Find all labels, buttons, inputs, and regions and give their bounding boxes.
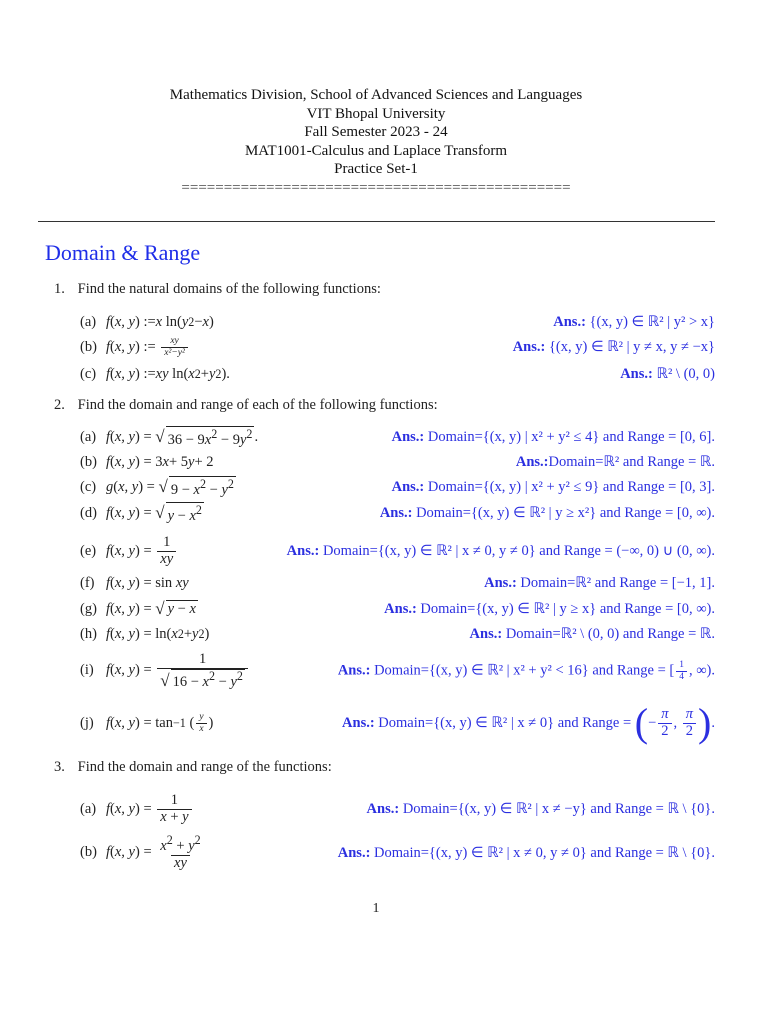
question-text: Find the natural domains of the following functions: [77, 281, 381, 297]
function-expression: (a) f ( x, y ) = √ $36 - 9x^2 - 9y^2$ . [80, 426, 259, 448]
document-header [0, 86, 752, 197]
answer: Ans.: Domain={(x, y) ∈ ℝ² | y ≥ x} and Range = [0, ∞). [384, 600, 715, 617]
item-label: (c) [80, 365, 97, 382]
item-label: (i) [80, 662, 94, 679]
list-item [80, 502, 715, 524]
answer: Ans.: Domain={(x, y) | x² + y² ≤ 9} and Range = [0, 3]. [391, 478, 715, 495]
function-expression: (f) f ( x, y ) = sin xy [80, 574, 189, 591]
item-label: (b) [80, 338, 97, 355]
function-expression: (c) g ( x, y ) = √ $9 - x^2 - y^2$ [80, 476, 234, 498]
item-label: (h) [80, 625, 97, 642]
answer: Ans.: Domain={(x, y) ∈ ℝ² | y ≥ x²} and Range = [0, ∞). [379, 504, 715, 521]
page-number: 1 [372, 901, 380, 916]
function-expression: (e) f ( x, y ) = $\frac{1}{xy}$ [80, 535, 178, 568]
list-item [80, 789, 715, 829]
item-label: (f) [80, 574, 95, 591]
answer: Ans.: Domain={(x, y) ∈ ℝ² | x² + y² < 16} and Range = [ $\frac{1}{4}$ , ∞). [337, 660, 715, 682]
function-expression: (g) f ( x, y ) = √ y − x [80, 599, 196, 618]
list-item [80, 364, 715, 384]
answer: Ans.: Domain={(x, y) | x² + y² ≤ 4} and Range = [0, 6]. [391, 428, 715, 445]
item-label: (a) [80, 800, 97, 817]
function-expression: (b) f ( x, y ) = 3 x + 5 y + 2 [80, 453, 214, 470]
answer: Ans.: Domain={(x, y) ∈ ℝ² | x ≠ −y} and Range = ℝ \ {0}. [366, 800, 715, 817]
list-item [80, 598, 715, 620]
answer: Ans.: Domain={(x, y) ∈ ℝ² | x ≠ 0} and Range = ( − $\frac{\pi}{2}$ , $\frac{\pi}{2}$ ) . [342, 700, 715, 745]
function-expression: (b) f ( x, y ) = $\frac{x^2 + y^2}{xy}$ [80, 833, 201, 871]
horizontal-rule [38, 221, 715, 222]
list-item [80, 650, 715, 692]
item-label: (a) [80, 313, 97, 330]
item-label: (e) [80, 542, 97, 559]
function-expression: (a) f ( x, y ) = $\frac{1}{x + y}$ [80, 793, 194, 826]
function-expression: (a) f ( x, y ) := x ln( y 2 − x ) [80, 313, 214, 330]
list-item [80, 476, 715, 498]
question-2 [54, 397, 438, 414]
item-label: (c) [80, 478, 97, 495]
header-semester: Fall Semester 2023 - 24 [304, 124, 448, 140]
question-1 [54, 281, 381, 298]
header-division: Mathematics Division, School of Advanced Sciences and Languages [169, 87, 583, 103]
answer: Ans.: {(x, y) ∈ ℝ² | y ≠ x, y ≠ −x} [512, 338, 715, 355]
function-expression: (h) f ( x, y ) = ln( x 2 + y 2 ) [80, 625, 210, 642]
list-item [80, 624, 715, 644]
question-text: Find the domain and range of each of the following functions: [77, 397, 438, 413]
function-expression: (d) f ( x, y ) = √ $y - x^2$ [80, 502, 202, 524]
header-university: VIT Bhopal University [306, 105, 446, 122]
answer: Ans.:Domain=ℝ² and Range = ℝ. [515, 453, 715, 470]
question-number: 1. [54, 281, 65, 297]
answer: Ans.: Domain={(x, y) ∈ ℝ² | x ≠ 0, y ≠ 0} and Range = ℝ \ {0}. [337, 844, 715, 861]
item-label: (b) [80, 453, 97, 470]
list-item [80, 336, 715, 358]
answer: Ans.: Domain=ℝ² \ (0, 0) and Range = ℝ. [469, 625, 715, 642]
function-expression: (i) f ( x, y ) = $\frac{1}{√ 16 - x^2 - y^2}$ [80, 652, 250, 691]
answer: Ans.: Domain=ℝ² and Range = [−1, 1]. [484, 574, 715, 591]
question-number: 2. [54, 397, 65, 413]
section-title: Domain & Range [45, 240, 201, 265]
answer: Ans.: {(x, y) ∈ ℝ² | y² > x} [553, 313, 715, 330]
list-item [80, 426, 715, 448]
header-separator: ============================================== [181, 179, 571, 196]
item-label: (g) [80, 600, 97, 617]
list-item [80, 698, 715, 748]
list-item [80, 452, 715, 472]
header-practice-set: Practice Set-1 [334, 161, 418, 177]
question-3 [54, 759, 332, 776]
question-number: 3. [54, 759, 65, 775]
item-label: (a) [80, 428, 97, 445]
item-label: (d) [80, 504, 97, 521]
list-item [80, 532, 715, 570]
function-expression: (c) f ( x, y ) := xy ln( x 2 + y 2 ). [80, 365, 230, 382]
list-item [80, 573, 715, 593]
header-course: MAT1001-Calculus and Laplace Transform [244, 142, 508, 159]
answer: Ans.: ℝ² \ (0, 0) [620, 365, 715, 382]
question-text: Find the domain and range of the functions: [77, 759, 332, 775]
function-expression: (j) f ( x, y ) = tan −1 ( $\frac{y}{x}$ ) [80, 712, 214, 734]
function-expression: (b) f ( x, y ) := $\frac{xy}{\text{x²−y²}}$ [80, 336, 190, 358]
list-item [80, 833, 715, 873]
item-label: (b) [80, 844, 97, 861]
list-item [80, 312, 715, 332]
answer: Ans.: Domain={(x, y) ∈ ℝ² | x ≠ 0, y ≠ 0} and Range = (−∞, 0) ∪ (0, ∞). [286, 542, 715, 559]
item-label: (j) [80, 714, 94, 731]
